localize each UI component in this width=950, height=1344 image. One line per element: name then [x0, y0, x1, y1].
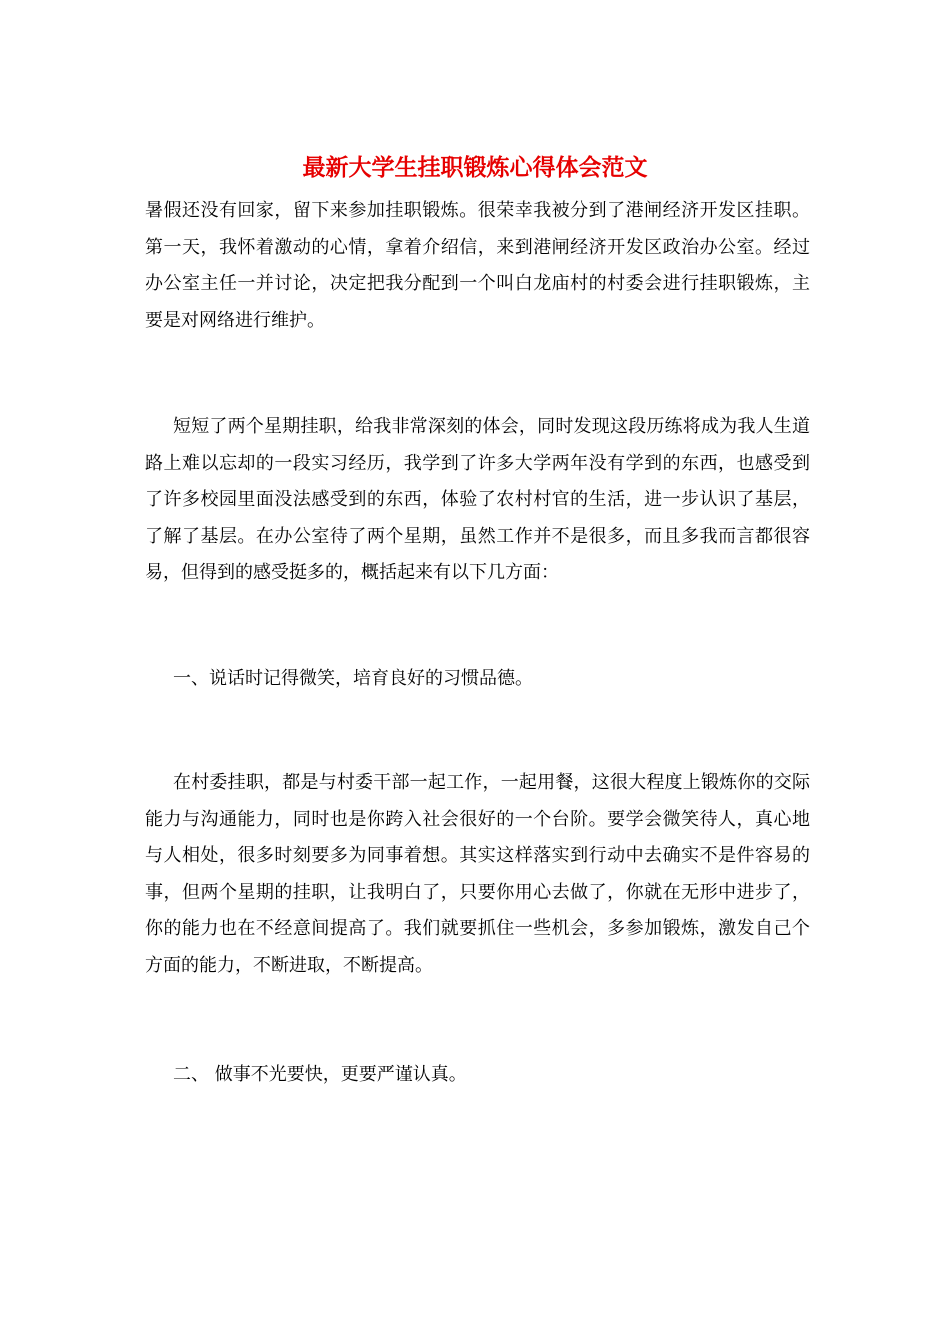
paragraph-section-1: 在村委挂职，都是与村委干部一起工作，一起用餐，这很大程度上锻炼你的交际能力与沟通能力，同时也是你跨入社会很好的一个台阶。要学会微笑待人，真心地与人相处，很多时刻要多为同事着想。其实这样落实到行动中去确实不是件容易的事，但两个星期的挂职，让我明白了，只要你用心去做了，你就在无形中进步了，你的能力也在不经意间提高了。我们就要抓住一些机会，多参加锻炼，激发自己个方面的能力，不断进取，不断提高。 — [145, 772, 810, 976]
section-heading-2: 二、 做事不光要快，更要严谨认真。 — [173, 1064, 467, 1085]
paragraph-intro: 暑假还没有回家，留下来参加挂职锻炼。很荣幸我被分到了港闸经济开发区挂职。第一天，我怀着激动的心情，拿着介绍信，来到港闸经济开发区政治办公室。经过办公室主任一并讨论，决定把我分配到一个叫白龙庙村的村委会进行挂职锻炼，主要是对网络进行维护。 — [145, 200, 810, 331]
paragraph-reflection: 短短了两个星期挂职，给我非常深刻的体会，同时发现这段历练将成为我人生道路上难以忘却的一段实习经历，我学到了许多大学两年没有学到的东西，也感受到了许多校园里面没法感受到的东西，体验了农村村官的生活，进一步认识了基层，了解了基层。在办公室待了两个星期，虽然工作并不是很多，而且多我而言都很容易，但得到的感受挺多的，概括起来有以下几方面： — [145, 416, 810, 583]
section-heading-1: 一、说话时记得微笑，培育良好的习惯品德。 — [173, 668, 533, 689]
document-title: 最新大学生挂职锻炼心得体会范文 — [302, 154, 648, 181]
